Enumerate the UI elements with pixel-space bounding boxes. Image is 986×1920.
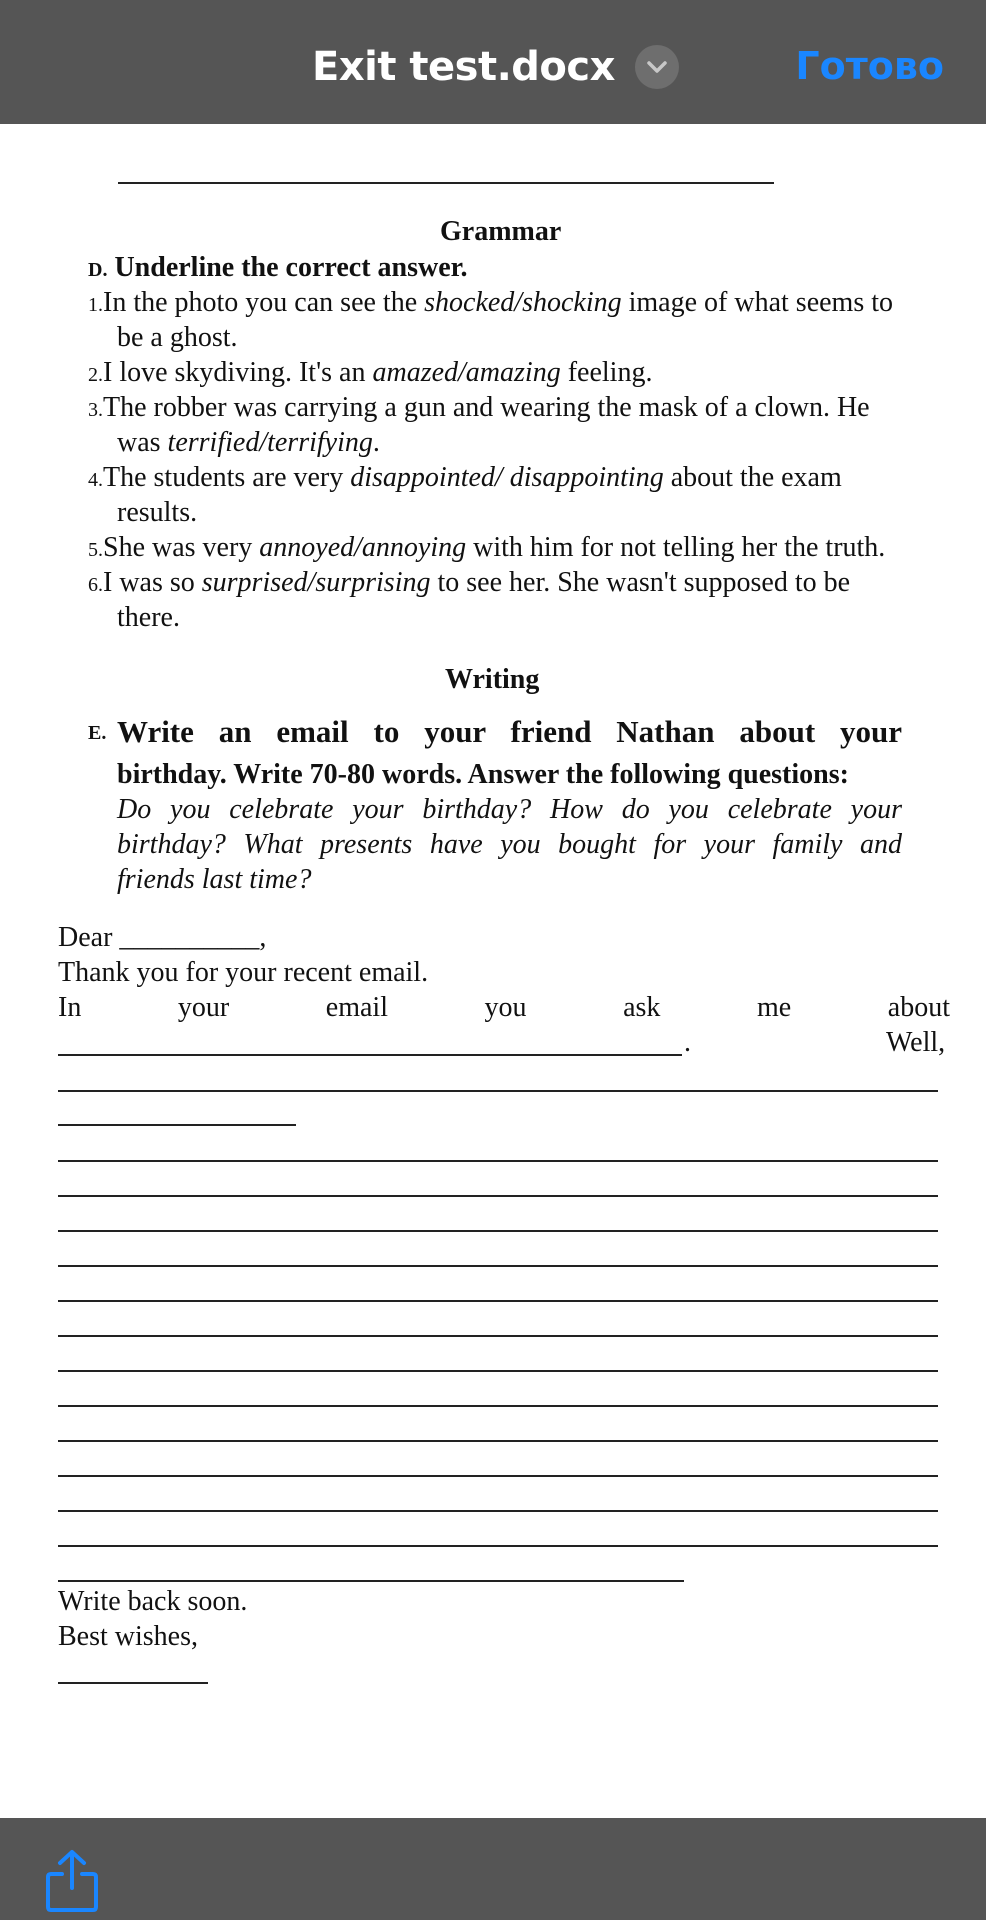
answer-line[interactable] <box>58 1335 938 1337</box>
item-option[interactable]: surprised/surprising <box>201 567 431 598</box>
task-e-questions-2 <box>117 827 902 862</box>
item-number: 4. <box>88 469 103 491</box>
answer-line[interactable] <box>58 1090 938 1092</box>
email-word: you <box>484 992 527 1023</box>
grammar-item-6 <box>88 565 850 603</box>
answer-line[interactable] <box>58 1195 938 1197</box>
answer-line[interactable] <box>58 1405 938 1407</box>
item-text: I love skydiving. It's an <box>103 357 373 388</box>
chevron-down-icon[interactable] <box>635 45 679 89</box>
grammar-item-2 <box>88 355 652 393</box>
email-word: In <box>58 992 82 1023</box>
item-text: The robber was carrying a gun and wearing the mask of a clown. He <box>103 392 870 423</box>
answer-line[interactable] <box>58 1160 938 1162</box>
item-number: 3. <box>88 399 103 421</box>
bottom-toolbar <box>0 1818 986 1920</box>
grammar-item-6-cont: there. <box>117 602 180 633</box>
best-wishes-text: Best wishes, <box>58 1621 198 1652</box>
signature-line[interactable] <box>58 1682 208 1684</box>
answer-line[interactable] <box>58 1300 938 1302</box>
answer-line[interactable] <box>58 1265 938 1267</box>
item-text: to see her. She wasn't supposed to be <box>430 567 851 598</box>
dear-blank[interactable]: __________, <box>119 922 267 953</box>
answer-line[interactable] <box>58 1580 684 1582</box>
dear-text: Dear <box>58 922 113 953</box>
task-d-instruction <box>88 250 468 288</box>
item-option[interactable]: annoyed/annoying <box>259 532 467 563</box>
grammar-heading: Grammar <box>440 216 562 247</box>
task-e-line-2: birthday. Write 70-80 words. Answer the following questions: <box>117 759 849 790</box>
email-thanks: Thank you for your recent email. <box>58 957 429 988</box>
task-e-questions-1 <box>117 792 902 827</box>
item-number: 2. <box>88 364 103 386</box>
item-text: with him for not telling her the truth. <box>466 532 886 563</box>
item-text: . <box>372 427 380 458</box>
task-letter: D. <box>88 259 108 281</box>
blank-line <box>118 182 774 184</box>
item-number: 5. <box>88 539 103 561</box>
grammar-item-1-cont: be a ghost. <box>117 322 238 353</box>
answer-line[interactable] <box>58 1054 682 1056</box>
email-word: email <box>325 992 388 1023</box>
grammar-item-5 <box>88 530 885 568</box>
email-word: your <box>177 992 230 1023</box>
email-word: about <box>887 992 950 1023</box>
document-page <box>0 124 986 1818</box>
item-text: was <box>117 427 168 458</box>
write-back-text: Write back soon. <box>58 1586 248 1617</box>
answer-line[interactable] <box>58 1510 938 1512</box>
grammar-item-4-cont: results. <box>117 497 198 528</box>
top-toolbar <box>0 0 986 124</box>
question-text: birthday? What presents have you bought for your family and <box>117 829 902 860</box>
period-text: . <box>684 1027 691 1058</box>
grammar-item-3 <box>88 390 870 428</box>
answer-line[interactable] <box>58 1230 938 1232</box>
item-number: 1. <box>88 294 103 316</box>
share-icon[interactable] <box>44 1848 100 1914</box>
item-text: She was very <box>103 532 260 563</box>
item-text: The students are very <box>103 462 351 493</box>
grammar-item-1 <box>88 285 893 323</box>
task-e-line-1: Write an email to your friend Nathan about your <box>117 714 902 749</box>
item-text: In the photo you can see the <box>103 287 425 318</box>
item-text: I was so <box>103 567 202 598</box>
answer-line[interactable] <box>58 1475 938 1477</box>
item-option[interactable]: shocked/shocking <box>424 287 622 318</box>
answer-line[interactable] <box>58 1124 296 1126</box>
grammar-item-4 <box>88 460 842 498</box>
task-e-questions-3 <box>117 862 311 897</box>
grammar-item-3-cont <box>117 425 380 460</box>
done-button[interactable]: Готово <box>795 44 944 88</box>
item-option[interactable]: disappointed/ disappointing <box>350 462 664 493</box>
item-text: image of what seems to <box>621 287 893 318</box>
task-e-letter: E. <box>88 722 107 744</box>
email-word: ask <box>623 992 661 1023</box>
document-title-group[interactable] <box>312 42 679 92</box>
item-option[interactable]: amazed/amazing <box>372 357 561 388</box>
item-text: about the exam <box>663 462 842 493</box>
question-text: friends last time? <box>117 864 312 895</box>
email-word: me <box>757 992 792 1023</box>
answer-line[interactable] <box>58 1370 938 1372</box>
well-text: Well, <box>886 1027 946 1058</box>
writing-heading: Writing <box>445 664 540 695</box>
answer-line[interactable] <box>58 1440 938 1442</box>
item-option[interactable]: terrified/terrifying <box>167 427 373 458</box>
item-number: 6. <box>88 574 103 596</box>
email-in-your-email-line <box>58 990 950 1025</box>
item-text: feeling. <box>560 357 653 388</box>
document-title[interactable]: Exit test.docx <box>312 44 615 90</box>
task-text: Underline the correct answer. <box>114 252 468 283</box>
email-greeting <box>58 920 266 955</box>
question-text: Do you celebrate your birthday? How do you celebrate your <box>117 794 902 825</box>
answer-line[interactable] <box>58 1545 938 1547</box>
